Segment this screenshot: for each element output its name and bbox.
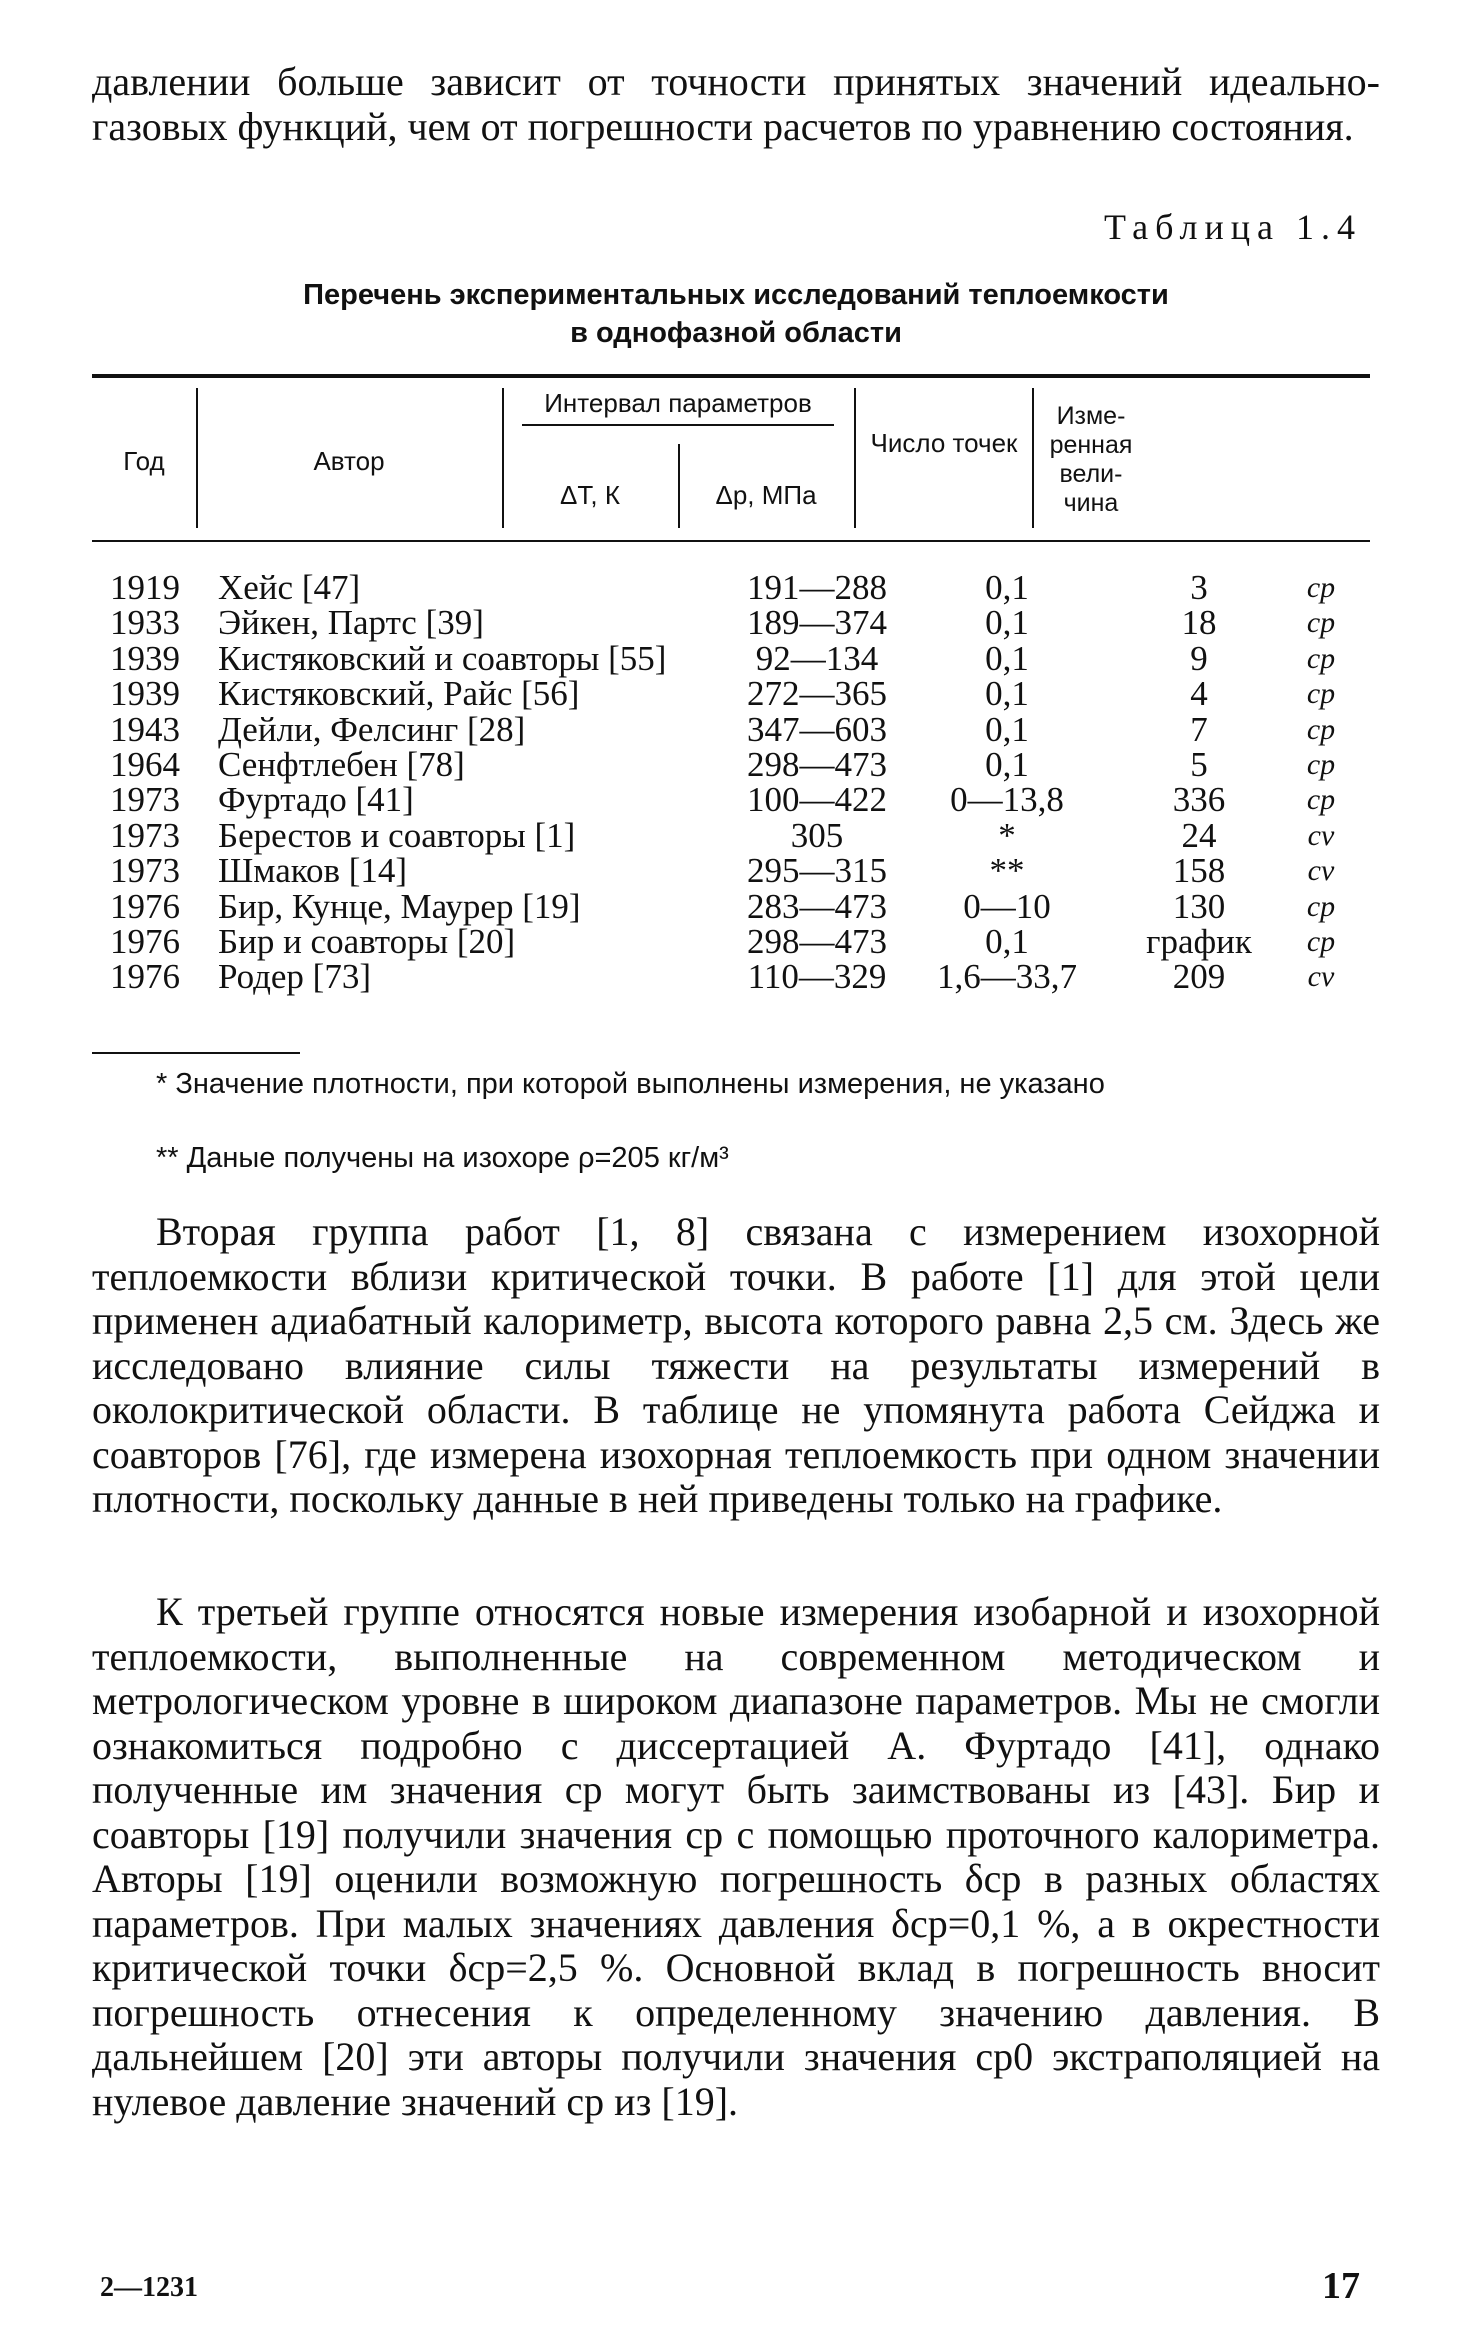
cell-author: Фуртадо [41] [218, 780, 414, 820]
cell-year: 1976 [110, 886, 180, 926]
cell-quantity: cv [1307, 960, 1335, 994]
paragraph-third-group: К третьей группе относятся новые измерения изобарной и изохорной теплоемкости, выполненные на современном методическом и метрологическом уровне в широком диапазоне параметров. Мы не смогли ознакомиться подробно с диссертацией А. Фуртадо [41], однако полученные им значения cp могут быть заимствованы из [43]. Бир и соавторы [19] получили значения cp с помощью проточного калориметра. Авторы [19] оценили возможную погрешность δcp в разных областях параметров. При малых значениях давления δcp=0,1 %, а в окрестности критической точки δcp=2,5 %. Основной вклад в погрешность вносит погрешность отнесения к определенному значению давления. В дальнейшем [20] эти авторы получили значения cp0 экстраполяцией на нулевое давление значений cp из [19]. [92, 1589, 1380, 2124]
cell-year: 1976 [110, 957, 180, 997]
footnote-rule [92, 1052, 300, 1054]
cell-author: Берестов и соавторы [1] [218, 815, 576, 855]
cell-quantity: cp [1306, 641, 1336, 675]
cell-author: Хейс [47] [218, 568, 361, 607]
cell-points: 9 [1190, 638, 1208, 678]
cell-points: 5 [1190, 745, 1208, 784]
header-year: Год [123, 446, 165, 476]
header-delta-t: ΔT, К [560, 480, 620, 510]
header-quantity: Изме-ренная вели-чина [1049, 402, 1133, 517]
cell-delta-p: ** [989, 851, 1025, 891]
cell-points: 158 [1172, 851, 1226, 891]
cell-delta-p: 0,1 [985, 745, 1029, 784]
cell-author: Кистяковский, Райс [56] [218, 674, 580, 714]
experiments-table [92, 374, 1370, 1038]
header-author: Автор [313, 446, 385, 476]
cell-points: 18 [1181, 603, 1217, 643]
cell-author: Сенфтлебен [78] [218, 745, 465, 784]
cell-year: 1919 [110, 568, 180, 607]
cell-year: 1973 [110, 815, 180, 855]
cell-points: 24 [1181, 815, 1217, 855]
cell-points: 7 [1190, 709, 1208, 749]
page-number: 17 [1322, 2265, 1360, 2307]
column-divider [1032, 388, 1034, 528]
cell-author: Дейли, Фелсинг [28] [218, 709, 526, 749]
cell-delta-p: 0,1 [985, 568, 1029, 607]
cell-author: Эйкен, Партс [39] [218, 603, 484, 643]
cell-year: 1964 [110, 745, 180, 784]
cell-delta-t: 110—329 [747, 957, 887, 997]
cell-delta-t: 191—288 [747, 568, 887, 607]
cell-delta-p: * [998, 815, 1016, 855]
cell-delta-t: 92—134 [755, 638, 879, 678]
printer-signature: 2—1231 [100, 2272, 198, 2303]
paragraph-second-group: Вторая группа работ [1, 8] связана с измерением изохорной теплоемкости вблизи критической точки. В работе [1] для этой цели применен адиабатный калориметр, высота которого равна 2,5 см. Здесь же исследовано влияние силы тяжести на результаты измерений в околокритической области. В таблице не упомянута работа Сейджа и соавторов [76], где измерена изохорная теплоемкость при одном значении плотности, поскольку данные в ней приведены только на графике. [92, 1209, 1380, 1521]
interval-header-rule [522, 424, 834, 426]
cell-delta-t: 298—473 [747, 922, 887, 961]
footnote-2: ** Даные получены на изохоре ρ=205 кг/м³ [156, 1142, 729, 1174]
column-divider [854, 388, 856, 528]
cell-year: 1943 [110, 709, 180, 749]
cell-points: график [1146, 922, 1252, 961]
cell-points: 209 [1172, 957, 1226, 997]
cell-delta-t: 283—473 [747, 886, 887, 926]
cell-points: 3 [1190, 568, 1208, 607]
cell-quantity: cp [1306, 606, 1336, 640]
table-label: Таблица 1.4 [1104, 207, 1362, 247]
cell-delta-t: 347—603 [747, 709, 887, 749]
table-caption [92, 276, 1380, 352]
cell-delta-p: 0—13,8 [950, 780, 1064, 820]
cell-author: Бир, Кунце, Маурер [19] [218, 886, 581, 926]
cell-delta-t: 305 [790, 815, 844, 855]
header-delta-p: Δp, МПа [715, 480, 817, 510]
footnote-1: * Значение плотности, при которой выполнены измерения, не указано [156, 1068, 1105, 1100]
cell-points: 130 [1172, 886, 1226, 926]
cell-quantity: cp [1306, 571, 1336, 604]
cell-delta-p: 0—10 [963, 886, 1051, 926]
paragraph-intro: давлении больше зависит от точности принятых значений идеально-газовых функций, чем от погрешности расчетов по уравнению состояния. [92, 59, 1380, 149]
cell-quantity: cv [1307, 818, 1335, 852]
cell-delta-t: 189—374 [747, 603, 887, 643]
cell-delta-p: 1,6—33,7 [937, 957, 1077, 997]
table-caption-line-1: Перечень экспериментальных исследований теплоемкости [303, 279, 1169, 311]
cell-year: 1973 [110, 780, 180, 820]
cell-quantity: cp [1306, 712, 1336, 746]
cell-delta-p: 0,1 [985, 603, 1029, 643]
cell-year: 1976 [110, 922, 180, 961]
cell-points: 336 [1172, 780, 1226, 820]
header-interval: Интервал параметров [544, 388, 812, 418]
cell-delta-p: 0,1 [985, 674, 1029, 714]
cell-delta-t: 100—422 [747, 780, 887, 820]
cell-delta-p: 0,1 [985, 922, 1029, 961]
cell-quantity: cv [1307, 854, 1335, 888]
cell-points: 4 [1190, 674, 1208, 714]
cell-quantity: cp [1306, 925, 1336, 958]
cell-delta-t: 298—473 [747, 745, 887, 784]
cell-delta-t: 272—365 [747, 674, 887, 714]
cell-delta-p: 0,1 [985, 638, 1029, 678]
cell-year: 1939 [110, 674, 180, 714]
cell-author: Кистяковский и соавторы [55] [218, 638, 667, 678]
cell-delta-p: 0,1 [985, 709, 1029, 749]
table-caption-line-2: в однофазной области [570, 317, 902, 349]
table-header-rule [92, 540, 1370, 542]
cell-quantity: cp [1306, 889, 1336, 923]
cell-year: 1933 [110, 603, 180, 643]
table-top-rule [92, 374, 1370, 378]
cell-author: Шмаков [14] [218, 851, 408, 891]
cell-author: Родер [73] [218, 957, 371, 997]
cell-delta-t: 295—315 [747, 851, 887, 891]
header-points: Число точек [870, 428, 1018, 458]
cell-quantity: cp [1306, 748, 1336, 781]
cell-year: 1939 [110, 638, 180, 678]
cell-year: 1973 [110, 851, 180, 891]
cell-quantity: cp [1306, 677, 1336, 711]
cell-author: Бир и соавторы [20] [218, 922, 516, 961]
cell-quantity: cp [1306, 783, 1336, 817]
